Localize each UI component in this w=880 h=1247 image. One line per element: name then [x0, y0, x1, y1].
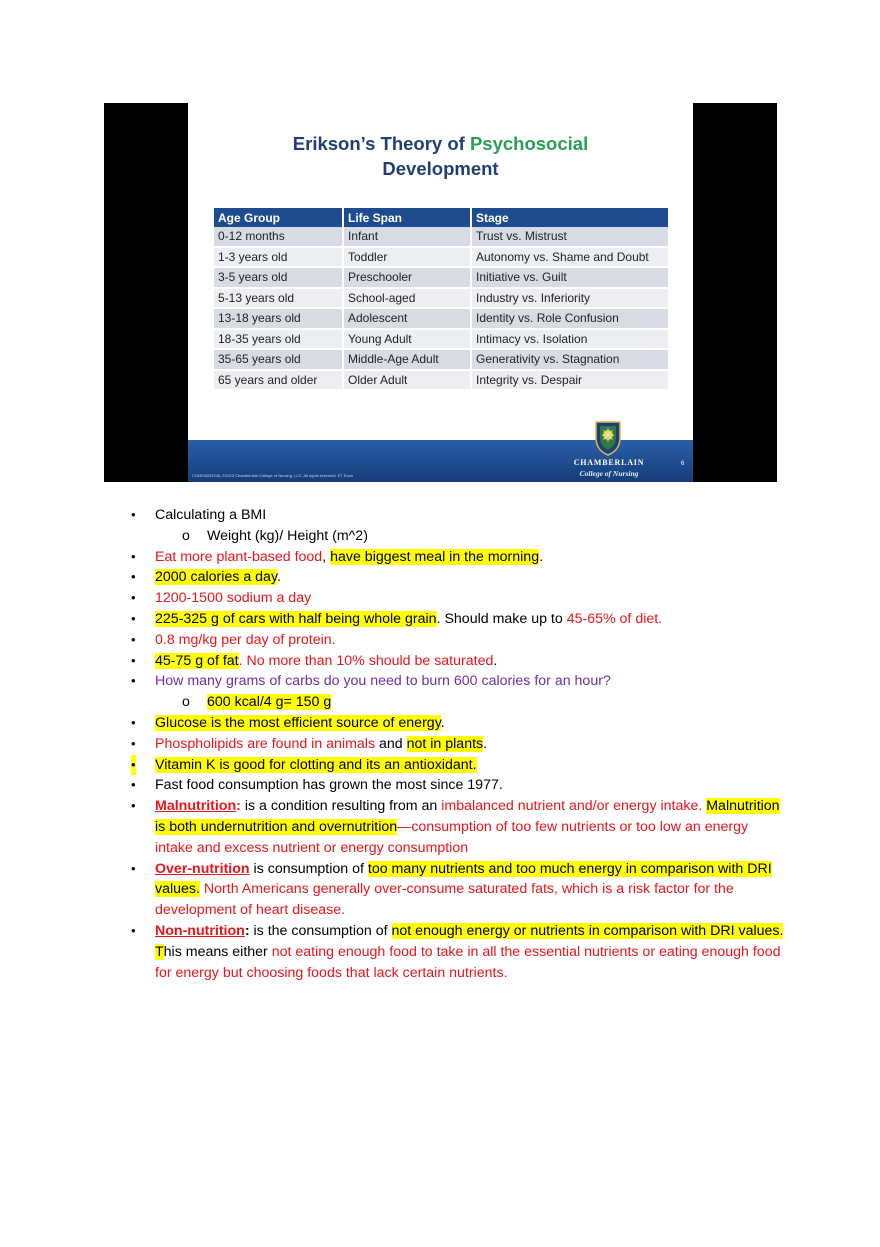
list-item — [0, 859, 785, 921]
table-row — [214, 268, 668, 289]
list-item — [0, 630, 785, 651]
cell-age: 0-12 months — [214, 227, 344, 248]
non-nutrition-text: is the consumption of — [249, 922, 392, 939]
list-item — [0, 505, 785, 526]
bullet-icon: • — [131, 860, 136, 876]
phospholipids-text: Phospholipids are found in animals — [155, 735, 376, 752]
slide-content — [188, 103, 693, 482]
list-item — [0, 796, 785, 858]
slide-title-accent: Psychosocial — [469, 133, 589, 154]
bullet-icon: • — [131, 548, 136, 564]
malnutrition-colon: : — [236, 798, 241, 815]
over-nutrition-term: Over-nutrition — [155, 860, 250, 877]
logo-subtitle: College of Nursing — [579, 469, 639, 478]
carbs-highlight: 225-325 g of cars with half being whole grain — [155, 610, 437, 627]
malnutrition-term: Malnutrition — [155, 798, 237, 815]
plant-text: Eat more plant-based food — [155, 548, 323, 565]
cell-lifespan: Older Adult — [344, 371, 472, 392]
list-item — [0, 609, 785, 630]
bullet-icon: • — [131, 755, 136, 776]
bullet-icon: • — [131, 610, 136, 626]
fast-food-text: Fast food consumption has grown the most since 1977. — [155, 777, 503, 794]
calories-highlight: 2000 calories a day — [155, 569, 277, 586]
embedded-slide — [104, 103, 777, 482]
sub-list-item — [0, 526, 807, 547]
cell-age: 13-18 years old — [214, 309, 344, 330]
slide-number: 6 — [681, 461, 685, 467]
list-item — [0, 755, 785, 776]
bullet-icon: • — [131, 631, 136, 647]
carbs-question: How many grams of carbs do you need to burn 600 calories for an hour? — [155, 673, 611, 690]
bullet-icon: • — [131, 922, 136, 938]
cell-stage: Generativity vs. Stagnation — [472, 350, 668, 371]
chamberlain-crest-icon — [593, 420, 623, 456]
over-nutrition-highlight: too many nutrients and too much energy in comparison with DRI values. — [155, 860, 772, 898]
table-row — [214, 350, 668, 371]
carbs-text: . Should make up to — [436, 610, 567, 627]
plant-end: . — [539, 548, 544, 565]
phospholipids-end: . — [483, 735, 488, 752]
table-row — [214, 289, 668, 310]
list-item — [0, 734, 785, 755]
non-nutrition-term: Non-nutrition — [155, 922, 245, 939]
cell-stage: Initiative vs. Guilt — [472, 268, 668, 289]
cell-lifespan: Preschooler — [344, 268, 472, 289]
table-row — [214, 248, 668, 269]
malnutrition-text: is a condition resulting from an — [240, 798, 442, 815]
bullet-icon: • — [131, 590, 136, 606]
slide-title-part1: Erikson’s Theory of — [292, 133, 470, 154]
notes-list — [0, 505, 880, 983]
table-row — [214, 227, 668, 248]
erikson-table — [214, 208, 668, 391]
phospholipids-highlight: not in plants — [406, 735, 484, 752]
header-stage: Stage — [472, 208, 668, 227]
protein-text: 0.8 mg/kg per day of protein. — [155, 631, 336, 648]
fat-end: . — [493, 652, 498, 669]
vitamin-k-highlight: Vitamin K is good for clotting and its an antioxidant. — [155, 756, 477, 773]
slide-title-line2: Development — [382, 158, 499, 179]
list-item — [0, 921, 785, 983]
table-row — [214, 371, 668, 392]
sub-bullet-icon: o — [182, 527, 190, 544]
malnutrition-highlight: Malnutrition is both undernutrition and overnutrition — [155, 798, 780, 835]
list-item — [0, 671, 785, 692]
list-item — [0, 588, 785, 609]
fat-text: . No more than 10% should be saturated — [238, 652, 494, 669]
non-nutrition-colon: : — [244, 922, 250, 939]
table-row — [214, 330, 668, 351]
bullet-icon: • — [131, 714, 136, 730]
cell-age: 18-35 years old — [214, 330, 344, 351]
carbs-answer: 600 kcal/4 g= 150 g — [207, 694, 332, 711]
bullet-icon: • — [131, 673, 136, 689]
sodium-text: 1200-1500 sodium a day — [155, 590, 312, 607]
cell-lifespan: School-aged — [344, 289, 472, 310]
phospholipids-and: and — [375, 735, 407, 752]
cell-lifespan: Middle-Age Adult — [344, 350, 472, 371]
sub-bullet-icon: o — [182, 694, 190, 711]
cell-age: 65 years and older — [214, 371, 344, 392]
bmi-formula: Weight (kg)/ Height (m^2) — [207, 527, 368, 544]
over-nutrition-red: North Americans generally over-consume saturated fats, which is a risk factor for the development of heart disease. — [155, 881, 734, 919]
calories-end: . — [277, 569, 281, 586]
bullet-icon: • — [131, 798, 136, 814]
non-nutrition-text2: his means either — [163, 943, 272, 960]
list-item — [0, 775, 785, 796]
cell-stage: Identity vs. Role Confusion — [472, 309, 668, 330]
cell-stage: Integrity vs. Despair — [472, 371, 668, 392]
sub-list-item — [0, 692, 807, 713]
bullet-icon: • — [131, 569, 136, 585]
table-row — [214, 309, 668, 330]
cell-age: 1-3 years old — [214, 248, 344, 269]
header-life-span: Life Span — [344, 208, 472, 227]
non-nutrition-highlight: not enough energy or nutrients in comparison with DRI values. T — [155, 922, 784, 960]
bullet-icon: • — [131, 777, 136, 793]
malnutrition-red2: —consumption of too few nutrients or too low an energy intake and excess nutrient or energy consumption — [155, 818, 749, 856]
cell-lifespan: Young Adult — [344, 330, 472, 351]
malnutrition-red1: imbalanced nutrient and/or energy intake. — [441, 798, 703, 815]
carbs-percent: 45-65% of diet. — [566, 610, 663, 627]
cell-lifespan: Infant — [344, 227, 472, 248]
logo-name: CHAMBERLAIN — [573, 458, 645, 467]
header-age-group: Age Group — [214, 208, 344, 227]
list-item — [0, 567, 785, 588]
over-nutrition-text: is consumption of — [249, 860, 368, 877]
cell-stage: Autonomy vs. Shame and Doubt — [472, 248, 668, 269]
slide-title — [188, 131, 693, 181]
cell-lifespan: Adolescent — [344, 309, 472, 330]
plant-highlight: have biggest meal in the morning — [330, 548, 540, 565]
footer-copyright: CONFIDENTIAL ©2013 Chamberlain College of Nursing, LLC. All rights reserved. ET Enon — [192, 473, 354, 478]
glucose-end: . — [440, 714, 445, 731]
cell-stage: Trust vs. Mistrust — [472, 227, 668, 248]
glucose-highlight: Glucose is the most efficient source of energy — [155, 714, 441, 731]
list-item — [0, 713, 785, 734]
non-nutrition-red: not eating enough food to take in all the essential nutrients or eating enough food for energy but choosing foods that lack certain nutrients. — [155, 943, 781, 981]
cell-lifespan: Toddler — [344, 248, 472, 269]
cell-age: 35-65 years old — [214, 350, 344, 371]
bmi-text: Calculating a BMI — [155, 507, 267, 523]
cell-age: 3-5 years old — [214, 268, 344, 289]
cell-age: 5-13 years old — [214, 289, 344, 310]
bullet-icon: • — [131, 652, 136, 668]
cell-stage: Intimacy vs. Isolation — [472, 330, 668, 351]
plant-comma: , — [322, 548, 331, 565]
bullet-icon: • — [131, 507, 136, 522]
table-header-row — [214, 208, 668, 227]
fat-highlight: 45-75 g of fat — [155, 652, 239, 669]
list-item — [0, 651, 785, 672]
bullet-icon: • — [131, 735, 136, 751]
cell-stage: Industry vs. Inferiority — [472, 289, 668, 310]
list-item — [0, 547, 785, 568]
